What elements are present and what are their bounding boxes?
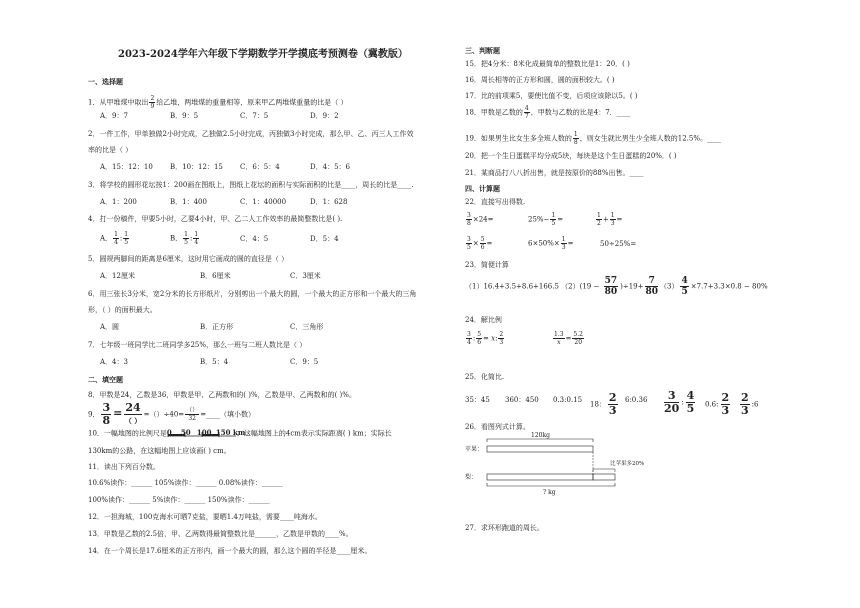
- option: C．9：5: [290, 358, 319, 366]
- section-judge-heading: 三、判断题: [465, 46, 500, 55]
- bar-diagram: [465, 432, 645, 498]
- scale-bar: 0 50 100 150 km: [166, 428, 246, 437]
- option: D．5：4: [310, 235, 339, 243]
- question-9: 9． $\frac{3}{8}$ = 24 （ ） =（）÷40= $\frac{()}{32}$ =____（填小数）: [88, 401, 256, 427]
- option: A．4：3: [100, 358, 128, 366]
- calc-item: $\frac{3}{5}$ × $\frac{5}{6}$ =: [467, 236, 493, 251]
- ratio-item: 35：45: [465, 396, 490, 404]
- question-25: 25．化简比.: [465, 373, 505, 381]
- diagram-apple-label: 苹果：: [465, 446, 484, 453]
- ratio-item: $\frac{3}{20}$ : $\frac{4}{5}$: [664, 389, 695, 415]
- ratio-item: 18： $\frac{2}{3}$: [590, 391, 617, 417]
- question-22: 22．直接写出得数.: [465, 198, 526, 206]
- option: C．6：5：4: [240, 163, 280, 171]
- question-2-cont: 率的比是（ ）: [88, 146, 133, 154]
- option: B．9：5: [170, 112, 199, 120]
- question-21: 21．某商品打八八折出售，就是按原价的88%出售。____: [465, 169, 644, 177]
- option: A．圆: [100, 323, 120, 331]
- option: B．10：12：15: [170, 163, 223, 171]
- option: A．15：12：10: [100, 163, 153, 171]
- question-7: 7．七年级一班同学比二班同学多25%，那么一班与二班人数比是（ ）: [88, 341, 307, 349]
- option: D．1：628: [310, 198, 348, 206]
- section-fill-heading: 二、填空题: [88, 375, 123, 384]
- option: C．4：5: [240, 235, 269, 243]
- option: D．4：5：6: [310, 163, 350, 171]
- question-20: 20．把一个生日蛋糕平均分成5块，每块是这个生日蛋糕的20%．( ): [465, 152, 677, 160]
- option: B．1：400: [170, 198, 207, 206]
- question-18: 18．甲数是乙数的 $\frac{4}{7}$ ，甲数与乙数的比是4：7．____: [465, 105, 631, 120]
- ratio-item: $\frac{2}{3}$ :6: [741, 391, 759, 417]
- question-1: 1．从甲堆煤中取出 $\frac{2}{9}$ 给乙堆，两堆煤的重量相等，原来甲乙两堆煤重量的比是（ ）: [88, 95, 348, 110]
- diagram-note: 比苹果多20%: [610, 461, 645, 467]
- question-11-row: 10.6%读作：______ 105%读作：______ 0.08%读作：______: [88, 479, 283, 487]
- ratio-item: 6:0.36: [625, 396, 648, 404]
- question-15: 15．把4分米：8米化成最简单的整数比是1：20．( ): [465, 60, 630, 68]
- option: A．9：7: [100, 112, 128, 120]
- option: C．7：5: [240, 112, 269, 120]
- question-26: 26．看图列式计算。: [465, 423, 530, 431]
- section-calc-heading: 四、计算题: [465, 184, 500, 193]
- option: C．3厘米: [290, 272, 321, 280]
- option: A．12厘米: [100, 272, 135, 280]
- question-14: 14．在一个周长是17.6厘米的正方形内，画一个最大的圆，那么这个圆的半径是____厘米。: [88, 547, 372, 555]
- question-4: 4．打一份稿件，甲要5小时，乙要4小时，甲、乙二人工作效率的最简整数比是( ).: [88, 215, 343, 223]
- question-24: 24．解比例: [465, 316, 502, 324]
- option: B．6厘米: [200, 272, 231, 280]
- question-10: 10．一幅地图的比例尺是 0 50 100 150 km ，这幅地图上的4cm表示实际距离( ) km；实际长: [88, 428, 392, 438]
- question-6-cont: 形，（ ）的面积最大。: [88, 306, 157, 314]
- section-choice-heading: 一、选择题: [88, 77, 123, 86]
- question-12: 12．一担海城，100克海水可晒7克盐，要晒1.4万吨盐，需要____吨海水。: [88, 513, 322, 521]
- ratio-item: 0.3:0.15: [553, 396, 583, 404]
- proportion-2: $\frac{1.3}{x}$ = $\frac{5.2}{20}$: [554, 331, 583, 346]
- question-3: 3．将学校的圆形花坛按1：200画在图纸上，图纸上花坛的面积与实际面积的比是____，周长的比是____.: [88, 181, 414, 189]
- calc-item: 25%− $\frac{1}{5}$ =: [528, 212, 564, 227]
- question-10-cont: 130km的公路，在这幅地图上应该画( ) cm。: [88, 447, 231, 455]
- calc-item: 6×50%× $\frac{1}{3}$ =: [528, 236, 574, 251]
- option: D．9：2: [310, 112, 339, 120]
- question-6: 6．用三张长3分米，宽2分米的长方形纸片，分别剪出一个最大的圆，一个最大的正方形和一个最大的三角: [88, 290, 417, 298]
- question-2: 2．一件工作，甲单独做2小时完成，乙独做2.5小时完成，丙独做3小时完成，那么甲、乙、丙三人工作效: [88, 130, 414, 138]
- calc-item: $\frac{3}{8}$ ×24=: [467, 212, 494, 227]
- question-16: 16．周长相等的正方形和圆，圆的面积较大。( ): [465, 76, 615, 84]
- diagram-top-label: 120kg: [531, 432, 550, 439]
- calc-item: 50÷25%=: [600, 240, 637, 248]
- question-23: 23．简便计算: [465, 261, 509, 269]
- proportion-1: $\frac{3}{4}$ : $\frac{5}{6}$ = x: $\frac{2}{3}$: [467, 331, 504, 346]
- question-19: 19．如果男生比女生多全班人数的 $\frac{1}{8}$ ，则女生就比男生少全班人数的12.5%。____: [465, 131, 721, 146]
- page-title: 2023-2024学年六年级下学期数学开学摸底考预测卷（冀教版）: [118, 49, 408, 60]
- question-11-row: 100%读作：______ 5%读作：______ 150%读作：______: [88, 496, 270, 504]
- diagram-pear-label: 梨：: [465, 474, 478, 481]
- question-13: 13．甲数是乙数的2.5倍，甲、乙两数得最简整数比是______，乙数是甲数的____%。: [88, 530, 353, 538]
- ratio-item: 360：450: [505, 396, 539, 404]
- question-5: 5．圆规两脚间的距离是6厘米，这时用它画成的圆的直径是（ ）: [88, 255, 289, 263]
- question-17: 17．比的前项乘5，要使比值不变，后项应该除以5。( ): [465, 92, 638, 100]
- option: B．5：4: [200, 358, 229, 366]
- option: C．三角形: [290, 323, 324, 331]
- diagram-bottom-label: ? kg: [543, 489, 556, 496]
- option: A．1：200: [100, 198, 137, 206]
- option: B．正方形: [200, 323, 234, 331]
- option: B． $\frac{1}{5}$ : $\frac{1}{4}$: [170, 231, 199, 246]
- ratio-item: 0.6: $\frac{2}{3}$: [705, 391, 730, 417]
- question-23-items: （1）16.4+3.5+8.6+166.5 （2）(19 − $\frac{57}{80}$ )÷19+ $\frac{7}{80}$ （3） $\frac{4}{5}$ ×7.7+3.3×0.8 − 80%: [465, 276, 768, 297]
- question-27: 27．求环形跑道的周长。: [465, 524, 544, 532]
- option: C．1：40000: [240, 198, 287, 206]
- option: A． $\frac{1}{4}$ : $\frac{1}{5}$: [100, 231, 129, 246]
- calc-item: $\frac{1}{2}$ + $\frac{1}{3}$ =: [597, 212, 623, 227]
- question-11: 11．读出下列百分数。: [88, 463, 160, 471]
- fraction: $\frac{2}{9}$: [150, 95, 155, 110]
- question-8: 8．甲数是24，乙数是36，甲数是甲、乙两数和的( )%，乙数是甲、乙两数和的( )%。: [88, 391, 356, 399]
